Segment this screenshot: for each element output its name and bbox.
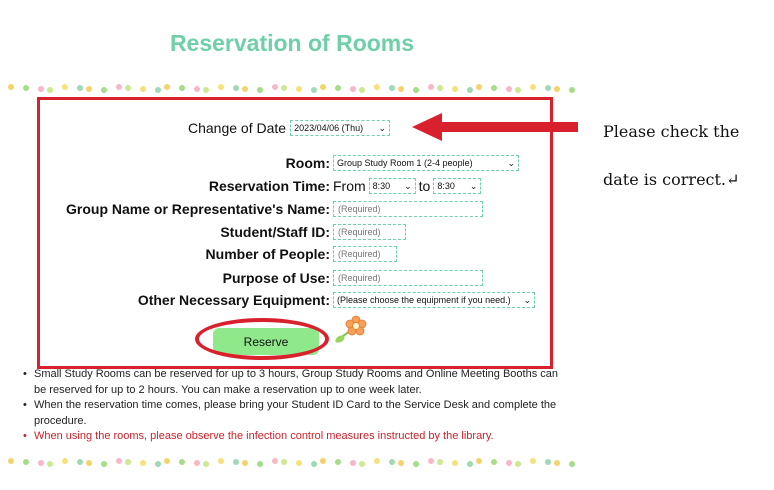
decorative-dot bbox=[374, 84, 380, 90]
decorative-dot bbox=[281, 85, 287, 91]
decorative-dot bbox=[140, 86, 146, 92]
decorative-dot bbox=[467, 461, 473, 467]
decorative-dot bbox=[428, 458, 434, 464]
decorative-dot bbox=[515, 87, 521, 93]
decorative-dot bbox=[359, 87, 365, 93]
decorative-dot bbox=[155, 461, 161, 467]
decorative-dot bbox=[350, 460, 356, 466]
decorative-dot bbox=[428, 84, 434, 90]
decorative-dot bbox=[554, 460, 560, 466]
decorative-dot bbox=[506, 86, 512, 92]
decorative-dot bbox=[164, 458, 170, 464]
decorative-dot-border-top bbox=[8, 82, 576, 96]
decorative-dot bbox=[218, 458, 224, 464]
decorative-dot bbox=[569, 461, 575, 467]
date-select[interactable] bbox=[290, 120, 390, 136]
decorative-dot bbox=[218, 84, 224, 90]
people-count-input[interactable]: (Required) bbox=[333, 246, 397, 262]
time-from-word: From bbox=[333, 178, 366, 194]
people-count-label: Number of People: bbox=[205, 246, 330, 262]
page-title: Reservation of Rooms bbox=[169, 30, 415, 56]
decorative-dot bbox=[272, 84, 278, 90]
decorative-dot bbox=[476, 84, 482, 90]
decorative-dot bbox=[335, 459, 341, 465]
decorative-dot-border-bottom bbox=[8, 456, 576, 470]
decorative-dot bbox=[467, 87, 473, 93]
date-row bbox=[188, 118, 390, 138]
callout-line-1: Please check the bbox=[603, 122, 740, 141]
decorative-dot bbox=[398, 460, 404, 466]
decorative-dot bbox=[23, 459, 29, 465]
decorative-dot bbox=[437, 459, 443, 465]
decorative-dot bbox=[530, 458, 536, 464]
decorative-dot bbox=[311, 461, 317, 467]
time-label: Reservation Time: bbox=[208, 178, 330, 194]
decorative-dot bbox=[437, 85, 443, 91]
time-from-value: 8:30 bbox=[372, 181, 391, 191]
decorative-dot bbox=[491, 85, 497, 91]
decorative-dot bbox=[389, 85, 395, 91]
flower-icon bbox=[330, 314, 370, 346]
decorative-dot bbox=[335, 85, 341, 91]
time-to-word: to bbox=[418, 178, 431, 194]
equipment-label: Other Necessary Equipment: bbox=[137, 292, 330, 308]
purpose-input[interactable]: (Required) bbox=[333, 270, 483, 286]
decorative-dot bbox=[86, 86, 92, 92]
decorative-dot bbox=[47, 87, 53, 93]
decorative-dot bbox=[359, 461, 365, 467]
decorative-dot bbox=[62, 84, 68, 90]
decorative-dot bbox=[569, 87, 575, 93]
time-to-select[interactable] bbox=[433, 178, 481, 194]
time-to-value: 8:30 bbox=[437, 181, 455, 191]
decorative-dot bbox=[242, 460, 248, 466]
decorative-dot bbox=[23, 85, 29, 91]
equipment-select[interactable] bbox=[333, 292, 535, 308]
decorative-dot bbox=[155, 87, 161, 93]
decorative-dot bbox=[233, 459, 239, 465]
reserve-button[interactable]: Reserve bbox=[213, 328, 319, 355]
chevron-down-icon: ⌄ bbox=[507, 157, 515, 168]
notes-list bbox=[22, 367, 572, 445]
decorative-dot bbox=[140, 460, 146, 466]
decorative-dot bbox=[77, 459, 83, 465]
decorative-dot bbox=[116, 458, 122, 464]
decorative-dot bbox=[257, 461, 263, 467]
decorative-dot bbox=[320, 84, 326, 90]
decorative-dot bbox=[8, 458, 14, 464]
group-name-input[interactable]: (Required) bbox=[333, 201, 483, 217]
decorative-dot bbox=[545, 459, 551, 465]
decorative-dot bbox=[545, 85, 551, 91]
chevron-down-icon: ⌄ bbox=[378, 122, 387, 133]
decorative-dot bbox=[257, 87, 263, 93]
decorative-dot bbox=[203, 87, 209, 93]
decorative-dot bbox=[374, 458, 380, 464]
decorative-dot bbox=[101, 461, 107, 467]
decorative-dot bbox=[452, 86, 458, 92]
decorative-dot bbox=[38, 460, 44, 466]
date-select-value: 2023/04/06 (Thu) bbox=[294, 123, 364, 133]
student-id-input[interactable]: (Required) bbox=[333, 224, 406, 240]
decorative-dot bbox=[233, 85, 239, 91]
decorative-dot bbox=[296, 86, 302, 92]
chevron-down-icon: ⌄ bbox=[469, 180, 478, 191]
decorative-dot bbox=[320, 458, 326, 464]
decorative-dot bbox=[125, 85, 131, 91]
decorative-dot bbox=[452, 460, 458, 466]
decorative-dot bbox=[38, 86, 44, 92]
decorative-dot bbox=[8, 84, 14, 90]
decorative-dot bbox=[47, 461, 53, 467]
decorative-dot bbox=[554, 86, 560, 92]
decorative-dot bbox=[515, 461, 521, 467]
room-label: Room: bbox=[285, 155, 330, 171]
note-item-warning: • When using the rooms, please observe the infection control measures instructed by the library. bbox=[22, 429, 572, 445]
decorative-dot bbox=[281, 459, 287, 465]
decorative-dot bbox=[125, 459, 131, 465]
student-id-label: Student/Staff ID: bbox=[220, 224, 330, 240]
decorative-dot bbox=[62, 458, 68, 464]
reserve-highlight-ring bbox=[195, 318, 329, 360]
decorative-dot bbox=[194, 460, 200, 466]
decorative-dot bbox=[86, 460, 92, 466]
note-item: • When the reservation time comes, please bring your Student ID Card to the Service Desk and complete the procedure. bbox=[22, 398, 572, 429]
time-from-select[interactable] bbox=[369, 178, 416, 194]
decorative-dot bbox=[398, 86, 404, 92]
decorative-dot bbox=[506, 460, 512, 466]
decorative-dot bbox=[179, 85, 185, 91]
decorative-dot bbox=[413, 461, 419, 467]
decorative-dot bbox=[77, 85, 83, 91]
decorative-dot bbox=[530, 84, 536, 90]
purpose-label: Purpose of Use: bbox=[222, 270, 330, 286]
decorative-dot bbox=[101, 87, 107, 93]
decorative-dot bbox=[116, 84, 122, 90]
decorative-dot bbox=[491, 459, 497, 465]
decorative-dot bbox=[272, 458, 278, 464]
decorative-dot bbox=[389, 459, 395, 465]
decorative-dot bbox=[242, 86, 248, 92]
chevron-down-icon: ⌄ bbox=[523, 294, 531, 305]
group-name-label: Group Name or Representative's Name: bbox=[66, 201, 330, 217]
decorative-dot bbox=[476, 458, 482, 464]
decorative-dot bbox=[179, 459, 185, 465]
room-select-value: Group Study Room 1 (2-4 people) bbox=[337, 158, 473, 168]
decorative-dot bbox=[194, 86, 200, 92]
decorative-dot bbox=[296, 460, 302, 466]
note-item: • Small Study Rooms can be reserved for up to 3 hours, Group Study Rooms and Online Meeting Booths can be reserved for up to 2 hours. You can make a reservation up to one week later. bbox=[22, 367, 572, 398]
decorative-dot bbox=[164, 84, 170, 90]
callout-line-2: date is correct.↵ bbox=[603, 170, 740, 189]
decorative-dot bbox=[311, 87, 317, 93]
chevron-down-icon: ⌄ bbox=[404, 180, 412, 191]
arrow-left-icon bbox=[408, 110, 582, 144]
date-label: Change of Date bbox=[188, 120, 287, 136]
decorative-dot bbox=[350, 86, 356, 92]
decorative-dot bbox=[413, 87, 419, 93]
room-select[interactable] bbox=[333, 155, 519, 171]
equipment-select-value: (Please choose the equipment if you need.) bbox=[337, 295, 511, 305]
decorative-dot bbox=[203, 461, 209, 467]
